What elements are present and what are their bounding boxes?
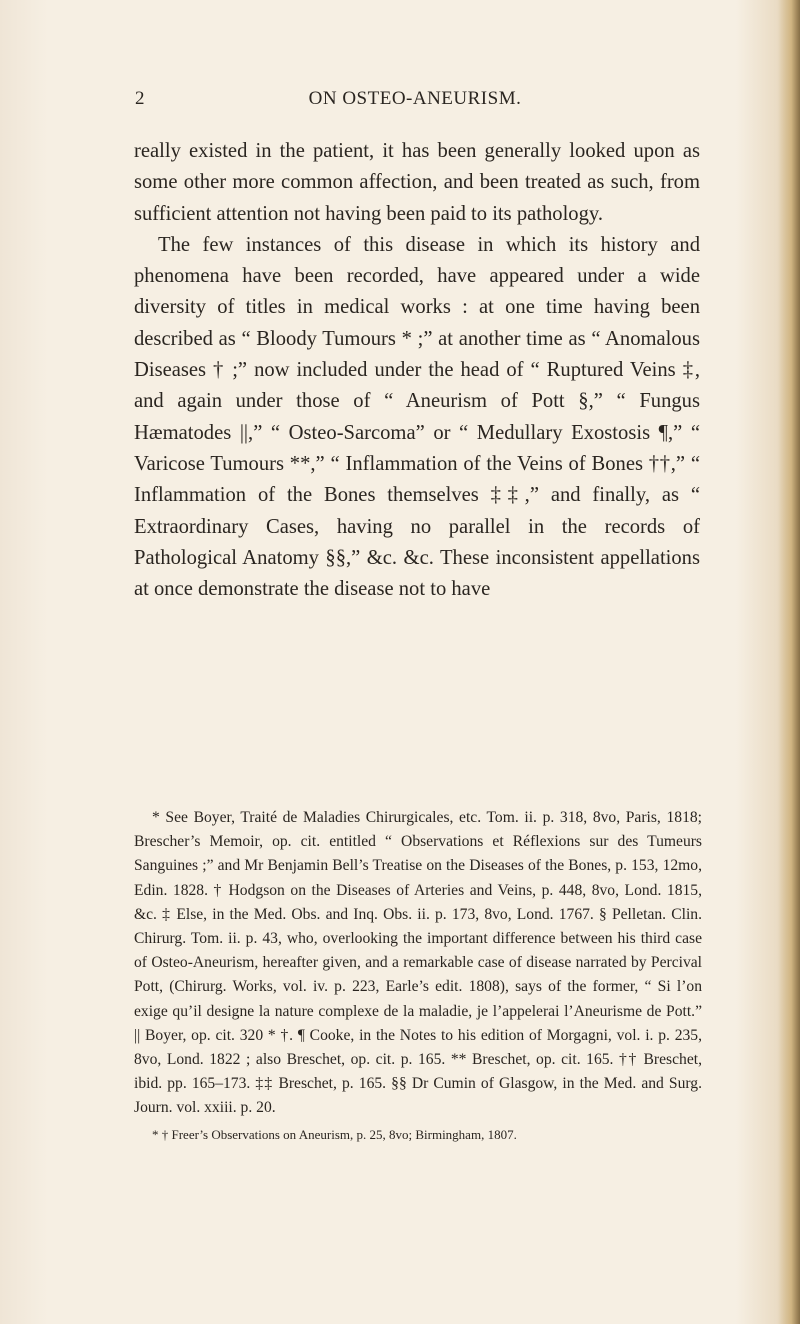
paragraph: really existed in the patient, it has been generally looked upon as some other more common affection, and been treated as such, from sufficient attention not having been paid to its pathology. (134, 140, 700, 225)
footnote: * See Boyer, Traité de Maladies Chirurgicales, etc. Tom. ii. p. 318, 8vo, Paris, 1818; Brescher’s Memoir, op. cit. entitled “ Observations et Réflexions sur des Tumeurs Sanguines ;” and Mr Benjamin Bell’s Treatise on the Diseases of the Bones, p. 153, 12mo, Edin. 1828. † Hodgson on the Diseases of Arteries and Veins, p. 448, 8vo, Lond. 1815, &c. ‡ Else, in the Med. Obs. and Inq. Obs. ii. p. 173, 8vo, Lond. 1767. § Pelletan. Clin. Chirurg. Tom. ii. p. 43, who, overlooking the important difference between his third case of Osteo-Aneurism, hereafter given, and a remarkable case of disease narrated by Percival Pott, (Chirurg. Works, vol. iv. p. 223, Earle’s edit. 1808), says of the former, “ Si l’on exige qu’il designe la nature complexe de la maladie, je l’appelerai l’Aneurisme de Pott.” || Boyer, op. cit. 320 * †. ¶ Cooke, in the Notes to his edition of Morgagni, vol. i. p. 235, 8vo, Lond. 1822 ; also Breschet, op. cit. p. 165. ** Breschet, op. cit. 165. †† Breschet, ibid. pp. 165–173. ‡‡ Breschet, p. 165. §§ Dr Cumin of Glasgow, in the Med. and Surg. Journ. vol. xxiii. p. 20. (134, 809, 702, 1117)
running-title: ON OSTEO-ANEURISM. (308, 88, 522, 109)
footnote: * † Freer’s Observations on Aneurism, p. 25, 8vo; Birmingham, 1807. (152, 1126, 517, 1142)
paragraph: The few instances of this disease in which its history and phenomena have been recorded, have appeared under a wide diversity of titles in medical works : at one time having been described as “ Bloody Tumours * ;” at another time as “ Anomalous Diseases † ;” now included under the head of “ Ruptured Veins ‡, and again under those of “ Aneurism of Pott §,” “ Fungus Hæmatodes ||,” “ Osteo-Sarcoma” or “ Medullary Exostosis ¶,” “ Varicose Tumours **,” “ Inflammation of the Veins of Bones ††,” “ Inflammation of the Bones themselves ‡‡,” and finally, as “ Extraordinary Cases, having no parallel in the records of Pathological Anatomy §§,” &c. &c. These inconsistent appellations at once demonstrate the disease not to have (134, 233, 700, 601)
main-text (134, 136, 700, 605)
page-header (135, 88, 695, 118)
footnotes (134, 806, 702, 1147)
page-edge-shadow (778, 0, 800, 1324)
page-number: 2 (135, 88, 145, 109)
